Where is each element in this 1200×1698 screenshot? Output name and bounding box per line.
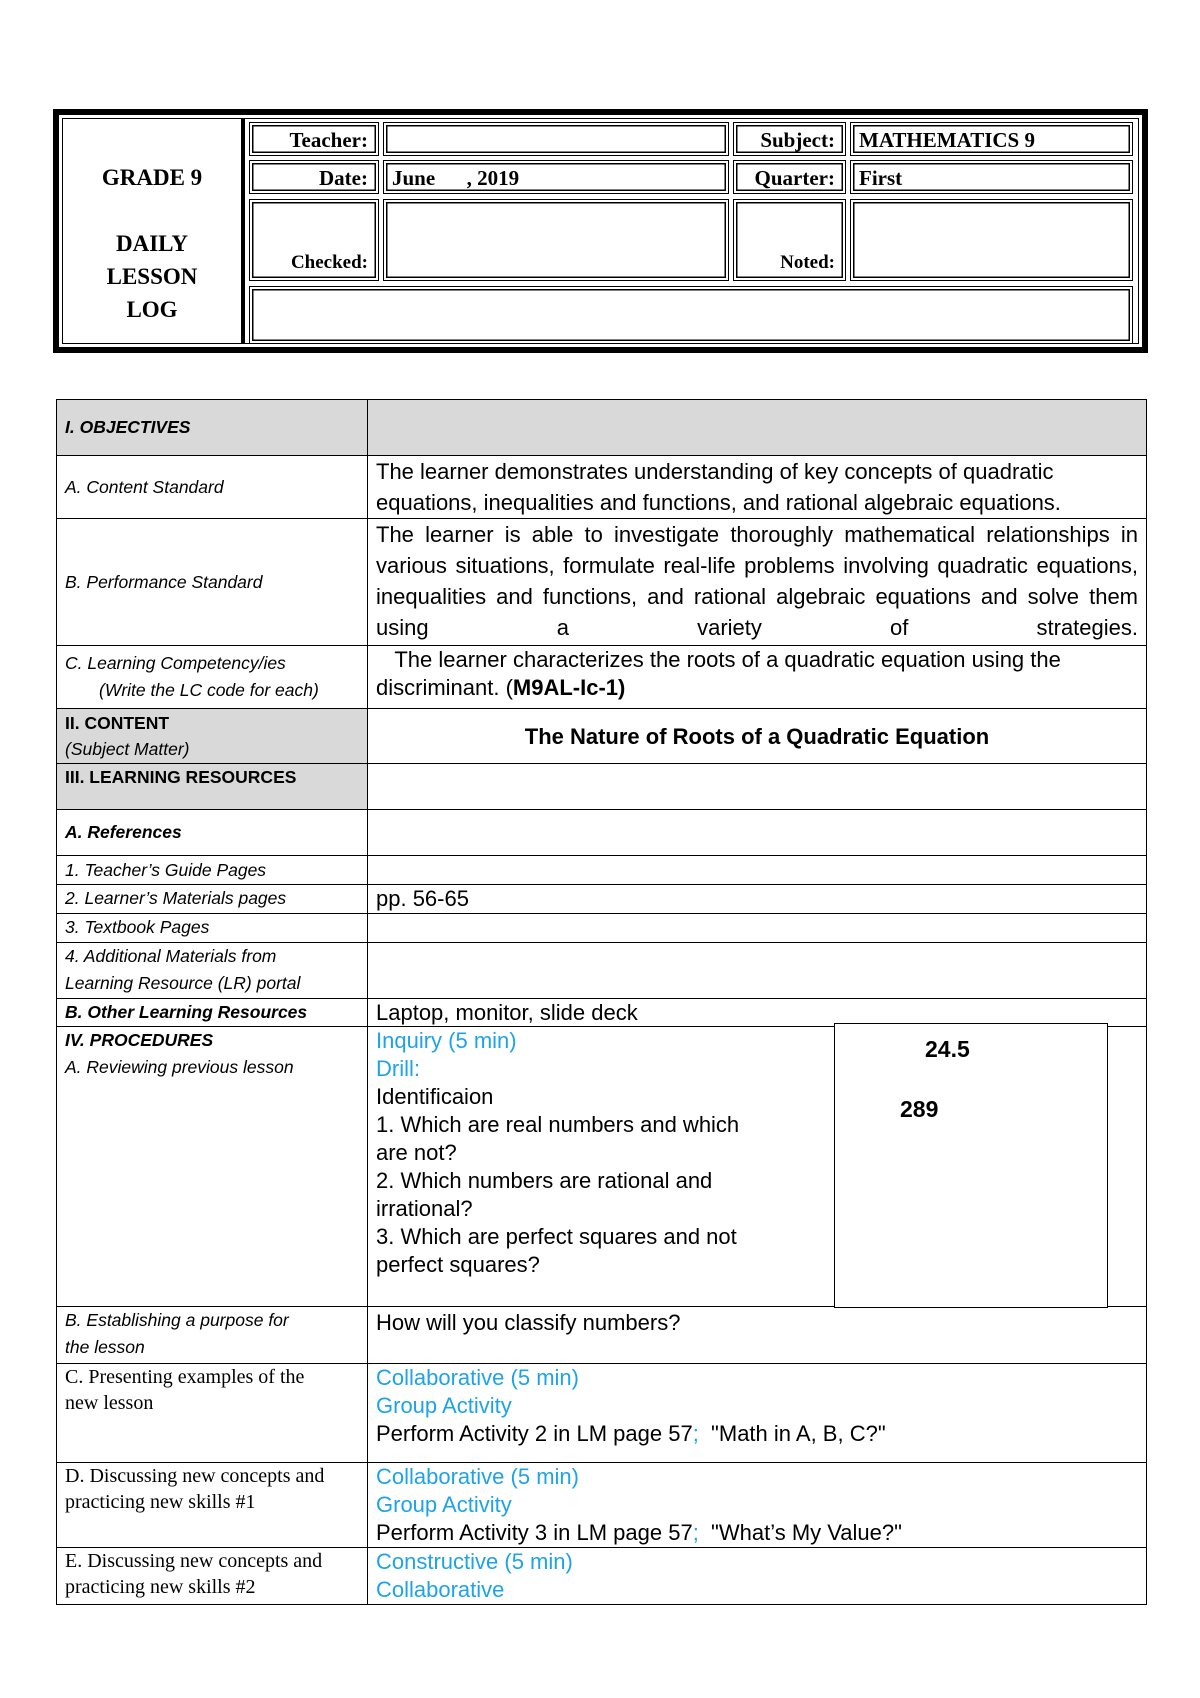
drill-line: Drill: [376,1056,420,1081]
procedures-c-label [57,1364,368,1463]
noted-label-cell [733,199,846,281]
activity-separator: ; [692,1421,699,1446]
procedure-label-line: D. Discussing new concepts and [65,1465,325,1487]
teacher-label: Teacher: [249,122,379,156]
daily-lesson-log-title [63,227,241,326]
checked-label-cell [249,199,379,281]
table-row [57,914,1147,943]
date-label: Date: [249,160,379,194]
references-blank [368,810,1147,856]
procedure-label-line: C. Presenting examples of the [65,1366,305,1388]
content-standard-label: A. Content Standard [57,456,368,519]
additional-materials-line: 4. Additional Materials from [65,946,277,966]
learners-materials-value: pp. 56-65 [368,885,1147,914]
table-row [57,646,1147,709]
activity-type-line: Collaborative [376,1577,505,1602]
activity-mode-line: Collaborative (5 min) [376,1464,579,1489]
table-row [57,1307,1147,1364]
procedures-a-label [57,1027,368,1307]
checked-label: Checked: [290,252,368,273]
procedures-d-label [57,1463,368,1548]
resources-heading: III. LEARNING RESOURCES [57,764,368,810]
additional-materials-line: Learning Resource (LR) portal [65,973,301,993]
checked-field[interactable] [383,199,729,281]
activity-instruction: Perform Activity 3 in LM page 57 [376,1520,693,1545]
content-standard-text: The learner demonstrates understanding of key concepts of quadratic equations, inequalities and functions, and rational algebraic equations. [368,456,1147,519]
procedures-heading: IV. PROCEDURES [65,1030,214,1050]
teacher-field[interactable] [383,122,729,156]
title-line: LESSON [106,264,198,289]
resources-heading-blank [368,764,1147,810]
procedure-label-line: the lesson [65,1337,145,1357]
other-resources-value: Laptop, monitor, slide deck [368,999,1147,1027]
additional-materials-label [57,943,368,999]
question-line: 2. Which numbers are rational and [376,1168,713,1193]
subject-field[interactable]: MATHEMATICS 9 [850,122,1133,156]
question-line: perfect squares? [376,1252,540,1277]
textbook-pages-value [368,914,1147,943]
lesson-topic: The Nature of Roots of a Quadratic Equation [368,709,1147,764]
table-row [57,400,1147,456]
procedure-label-line: E. Discussing new concepts and [65,1550,323,1572]
content-subheading: (Subject Matter) [65,739,190,759]
title-line: DAILY [115,231,188,256]
learners-materials-label: 2. Learner’s Materials pages [57,885,368,914]
learning-competency-text [368,646,1147,709]
subject-label: Subject: [733,122,846,156]
other-resources-label: B. Other Learning Resources [57,999,368,1027]
procedures-d-content [368,1463,1147,1548]
activity-instruction-line [376,1420,1138,1448]
drill-number: 24.5 [925,1036,970,1062]
procedure-label-line: practicing new skills #1 [65,1491,256,1513]
lesson-plan-table [56,399,1147,1605]
procedure-label-line: new lesson [65,1392,154,1414]
table-row [57,709,1147,764]
competency-code: M9AL-Ic-1) [512,675,626,700]
table-row [57,764,1147,810]
date-field[interactable]: June , 2019 [383,160,729,194]
objectives-heading: I. OBJECTIVES [57,400,368,456]
teachers-guide-label: 1. Teacher’s Guide Pages [57,856,368,885]
table-row [57,885,1147,914]
header-title-block [63,119,245,343]
table-row [57,1548,1147,1605]
lesson-log-header [53,109,1148,353]
activity-title: "What’s My Value?" [698,1520,902,1545]
activity-type-line: Group Activity [376,1393,512,1418]
textbook-pages-label: 3. Textbook Pages [57,914,368,943]
activity-instruction-line [376,1519,1138,1547]
procedures-b-content: How will you classify numbers? [368,1307,1147,1364]
question-line: 1. Which are real numbers and which [376,1112,740,1137]
drill-numbers-box [834,1023,1108,1308]
grade-label: GRADE 9 [101,165,203,190]
competency-label-line: C. Learning Competency/ies [65,653,286,673]
noted-label: Noted: [780,252,835,273]
learning-competency-label [57,646,368,709]
title-line: LOG [126,297,178,322]
noted-field[interactable] [850,199,1133,281]
table-row [57,943,1147,999]
performance-standard-text: The learner is able to investigate thoroughly mathematical relationships in various situations, formulate real-life problems involving quadratic equations, inequalities and functions, and rational algebraic equations and solve them using a variety of strategies. [368,519,1147,646]
quarter-label: Quarter: [733,160,846,194]
activity-mode-line: Collaborative (5 min) [376,1365,579,1390]
question-line: are not? [376,1140,457,1165]
reviewing-previous-lesson-label: A. Reviewing previous lesson [65,1057,294,1077]
table-row [57,856,1147,885]
activity-separator: ; [692,1520,699,1545]
table-row [57,519,1147,646]
competency-text: The learner characterizes the roots of a quadratic equation using the discriminant. ( [376,647,1067,700]
table-row [57,810,1147,856]
header-inner-frame [62,118,1139,344]
question-line: irrational? [376,1196,473,1221]
teachers-guide-value [368,856,1147,885]
performance-standard-label: B. Performance Standard [57,519,368,646]
activity-type-line: Group Activity [376,1492,512,1517]
objectives-heading-blank [368,400,1147,456]
activity-title: "Math in A, B, C?" [698,1421,886,1446]
procedures-e-content [368,1548,1147,1605]
content-heading-cell [57,709,368,764]
procedure-label-line: practicing new skills #2 [65,1576,256,1598]
table-row [57,1463,1147,1548]
quarter-field[interactable]: First [850,160,1133,194]
table-row [57,456,1147,519]
competency-label-line: (Write the LC code for each) [99,680,319,700]
header-blank-row [249,286,1133,344]
table-row [57,1364,1147,1463]
inquiry-line: Inquiry (5 min) [376,1028,517,1053]
drill-number: 289 [900,1096,939,1122]
references-label: A. References [57,810,368,856]
additional-materials-value [368,943,1147,999]
activity-instruction: Perform Activity 2 in LM page 57 [376,1421,693,1446]
procedure-label-line: B. Establishing a purpose for [65,1310,289,1330]
procedures-e-label [57,1548,368,1605]
identification-line: Identificaion [376,1084,494,1109]
question-line: 3. Which are perfect squares and not [376,1224,737,1249]
procedures-c-content [368,1364,1147,1463]
procedures-b-label [57,1307,368,1364]
content-heading: II. CONTENT [65,713,170,733]
activity-mode-line: Constructive (5 min) [376,1549,573,1574]
